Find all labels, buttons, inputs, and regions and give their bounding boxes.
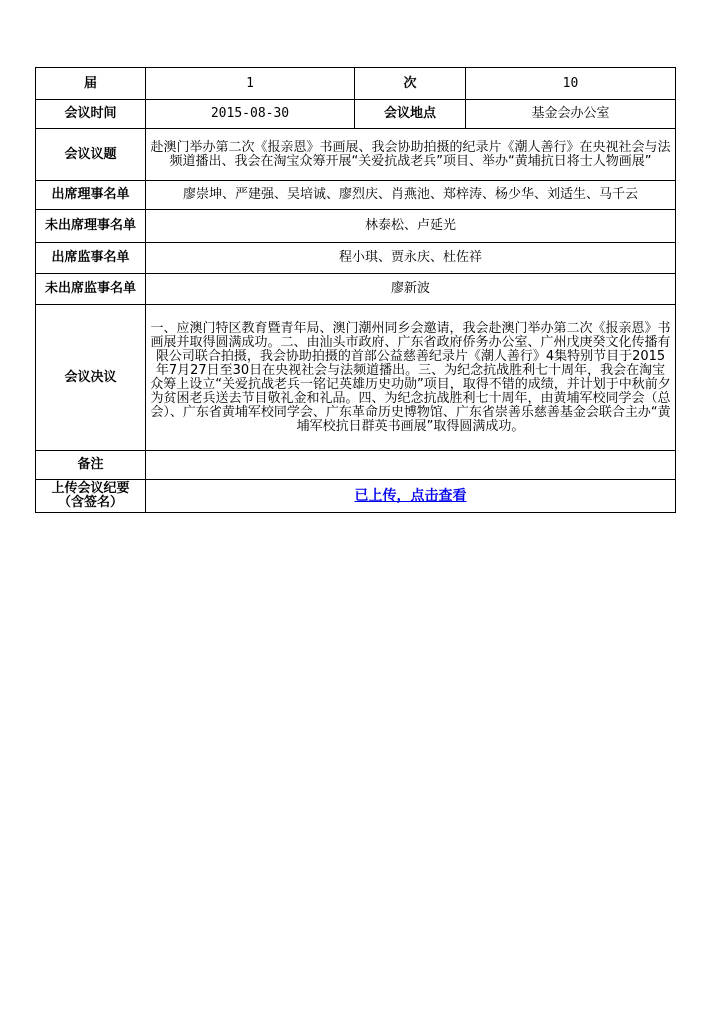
date-value: 2015-08-30 [146,100,355,129]
table-row [36,480,676,513]
resolution-label: 会议决议 [36,305,146,451]
count-value: 10 [466,68,676,100]
session-label: 届 [36,68,146,100]
date-label: 会议时间 [36,100,146,129]
session-value: 1 [146,68,355,100]
resolution-value: 一、应澳门特区教育暨青年局、澳门潮州同乡会邀请，我会赴澳门举办第二次《报亲恩》书画展并取得圆满成功。二、由汕头市政府、广东省政府侨务办公室、广州戊庚癸文化传播有限公司联合拍摄，我会协助拍摄的首部公益慈善纪录片《潮人善行》4集特别节目于2015年7月27日至30日在央视社会与法频道播出。三、为纪念抗战胜利七十周年，我会在淘宝众筹上设立“关爱抗战老兵一铭记英雄历史功勋”项目，取得不错的成绩，并计划于中秋前夕为贫困老兵送去节目敬礼金和礼品。四、为纪念抗战胜利七十周年，由黄埔军校同学会（总会）、广东省黄埔军校同学会、广东革命历史博物馆、广东省崇善乐慈善基金会联合主办“黄埔军校抗日群英书画展”取得圆满成功。 [146,305,676,451]
meeting-record-table [35,67,676,513]
supervisors-absent-value: 廖新波 [146,274,676,305]
table-row [36,451,676,480]
table-row [36,210,676,243]
upload-label: 上传会议纪要（含签名） [36,480,146,513]
table-row [36,68,676,100]
supervisors-present-label: 出席监事名单 [36,243,146,274]
table-row [36,305,676,451]
count-label: 次 [355,68,466,100]
table-row [36,100,676,129]
table-row [36,129,676,181]
upload-cell [146,480,676,513]
remarks-label: 备注 [36,451,146,480]
table-row [36,274,676,305]
remarks-value [146,451,676,480]
table-row [36,243,676,274]
table-row [36,181,676,210]
directors-absent-value: 林泰松、卢延光 [146,210,676,243]
place-label: 会议地点 [355,100,466,129]
topic-value: 赴澳门举办第二次《报亲恩》书画展、我会协助拍摄的纪录片《潮人善行》在央视社会与法频道播出、我会在淘宝众筹开展“关爱抗战老兵”项目、举办“黄埔抗日将士人物画展” [146,129,676,181]
directors-absent-label: 未出席理事名单 [36,210,146,243]
place-value: 基金会办公室 [466,100,676,129]
directors-present-label: 出席理事名单 [36,181,146,210]
topic-label: 会议议题 [36,129,146,181]
supervisors-present-value: 程小琪、贾永庆、杜佐祥 [146,243,676,274]
directors-present-value: 廖崇坤、严建强、吴培诚、廖烈庆、肖燕池、郑梓涛、杨少华、刘适生、马千云 [146,181,676,210]
view-uploaded-minutes-link[interactable]: 已上传，点击查看 [354,487,467,504]
supervisors-absent-label: 未出席监事名单 [36,274,146,305]
